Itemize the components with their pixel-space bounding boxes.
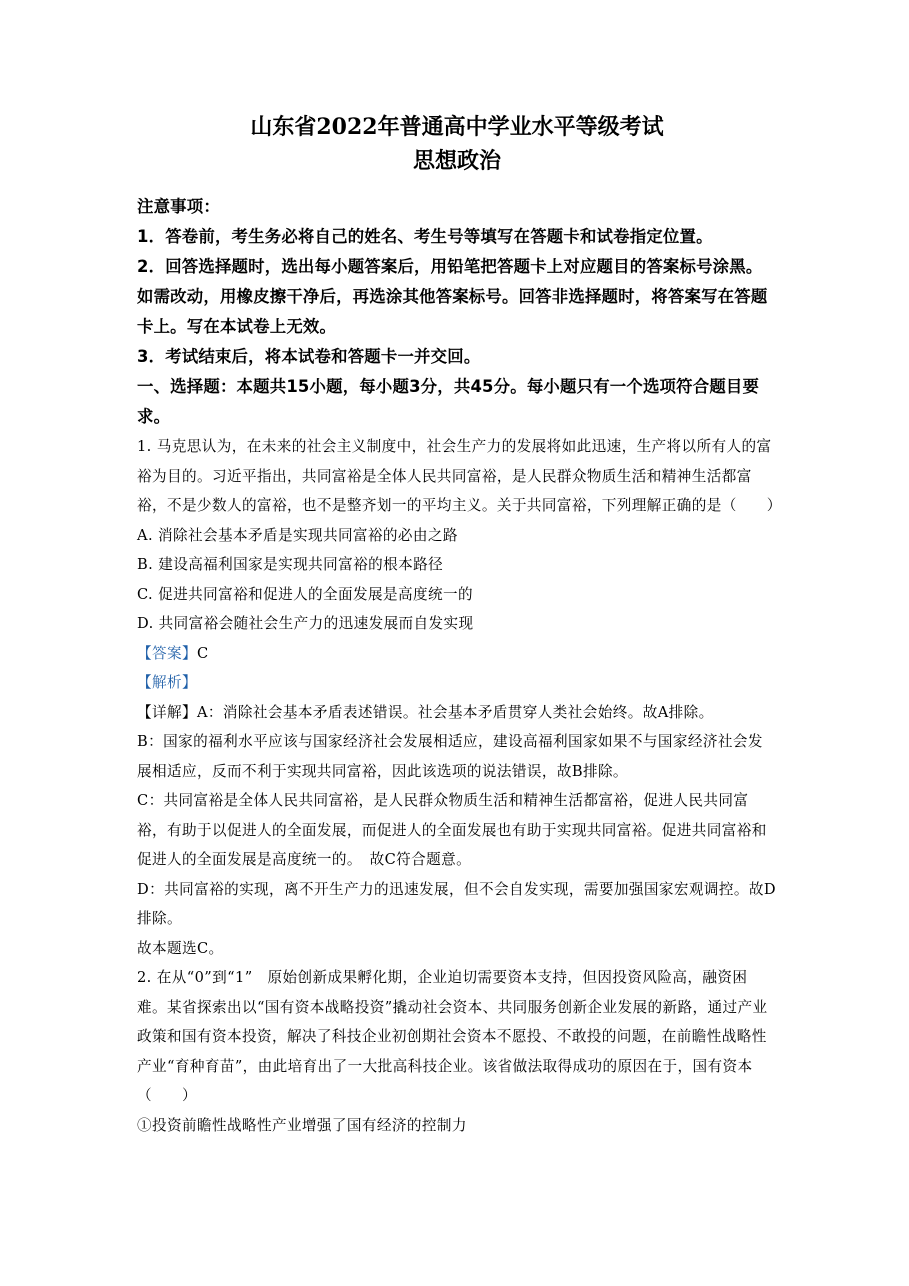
- question-1-option-b: B. 建设高福利国家是实现共同富裕的根本路径: [137, 556, 444, 573]
- notice-item-1: 1．答卷前，考生务必将自己的姓名、考生号等填写在答题卡和试卷指定位置。: [137, 227, 713, 246]
- notice-item-3: 3．考试结束后，将本试卷和答题卡一并交回。: [137, 347, 481, 366]
- question-1-option-d: D. 共同富裕会随社会生产力的迅速发展而自发实现: [137, 615, 474, 632]
- analysis-label: 【解析】: [137, 674, 197, 691]
- question-1-conclusion: 故本题选C。: [137, 939, 224, 957]
- detail-b: B：国家的福利水平应该与国家经济社会发展相适应，建设高福利国家如果不与国家经济社会发展相适应，反而不利于实现共同富裕，因此该选项的说法错误，故B排除。: [137, 733, 763, 780]
- exam-title: 山东省2022年普通高中学业水平等级考试: [250, 114, 664, 140]
- answer-label: 【答案】: [137, 644, 197, 662]
- detail-a: [137, 698, 777, 728]
- notice-item-2: 2．回答选择题时，选出每小题答案后，用铅笔把答题卡上对应题目的答案标号涂黑。如需改动，用橡皮擦干净后，再选涂其他答案标号。回答非选择题时，将答案写在答题卡上。写在本试卷上无效。: [137, 257, 768, 336]
- subject-title: 思想政治: [412, 148, 501, 174]
- question-1-answer: [137, 639, 777, 669]
- question-2-stem: 2. 在从“0”到“1” 原始创新成果孵化期，企业迫切需要资本支持，但因投资风险高，融资困难。某省探索出以“国有资本战略投资”撬动社会资本、共同服务创新企业发展的新路，通过产业政策和国有资本投资，解决了科技企业初创期社会资本不愿投、不敢投的问题，在前瞻性战略性产业“育种育苗”，由此培育出了一大批高科技企业。该省做法取得成功的原因在于，国有资本（ ）: [137, 969, 768, 1104]
- notice-heading: 注意事项：: [137, 197, 220, 216]
- detail-d: D：共同富裕的实现，离不开生产力的迅速发展，但不会自发实现，需要加强国家宏观调控。故D排除。: [137, 880, 776, 927]
- question-1-option-a: A. 消除社会基本矛盾是实现共同富裕的必由之路: [137, 526, 458, 544]
- question-1-option-c: C. 促进共同富裕和促进人的全面发展是高度统一的: [137, 585, 473, 603]
- detail-c: C：共同富裕是全体人民共同富裕，是人民群众物质生活和精神生活都富裕，促进人民共同富裕，有助于以促进人的全面发展，而促进人的全面发展也有助于实现共同富裕。促进共同富裕和促进人的全面发展是高度统一的。 故C符合题意。: [137, 792, 767, 868]
- detail-label: 【详解】: [137, 703, 197, 721]
- document-content: [137, 110, 782, 1140]
- section-heading-choice: 一、选择题：本题共15小题，每小题3分，共45分。每小题只有一个选项符合题目要求。: [137, 377, 760, 426]
- answer-value: C: [196, 644, 209, 662]
- question-2-option-1: ①投资前瞻性战略性产业增强了国有经济的控制力: [137, 1116, 467, 1134]
- question-1-stem: 1. 马克思认为，在未来的社会主义制度中，社会生产力的发展将如此迅速，生产将以所有人的富裕为目的。习近平指出，共同富裕是全体人民共同富裕，是人民群众物质生活和精神生活都富裕，不是少数人的富裕，也不是整齐划一的平均主义。关于共同富裕，下列理解正确的是（ ）: [137, 438, 782, 514]
- detail-a-text: A：消除社会基本矛盾表述错误。社会基本矛盾贯穿人类社会始终。故A排除。: [196, 703, 714, 721]
